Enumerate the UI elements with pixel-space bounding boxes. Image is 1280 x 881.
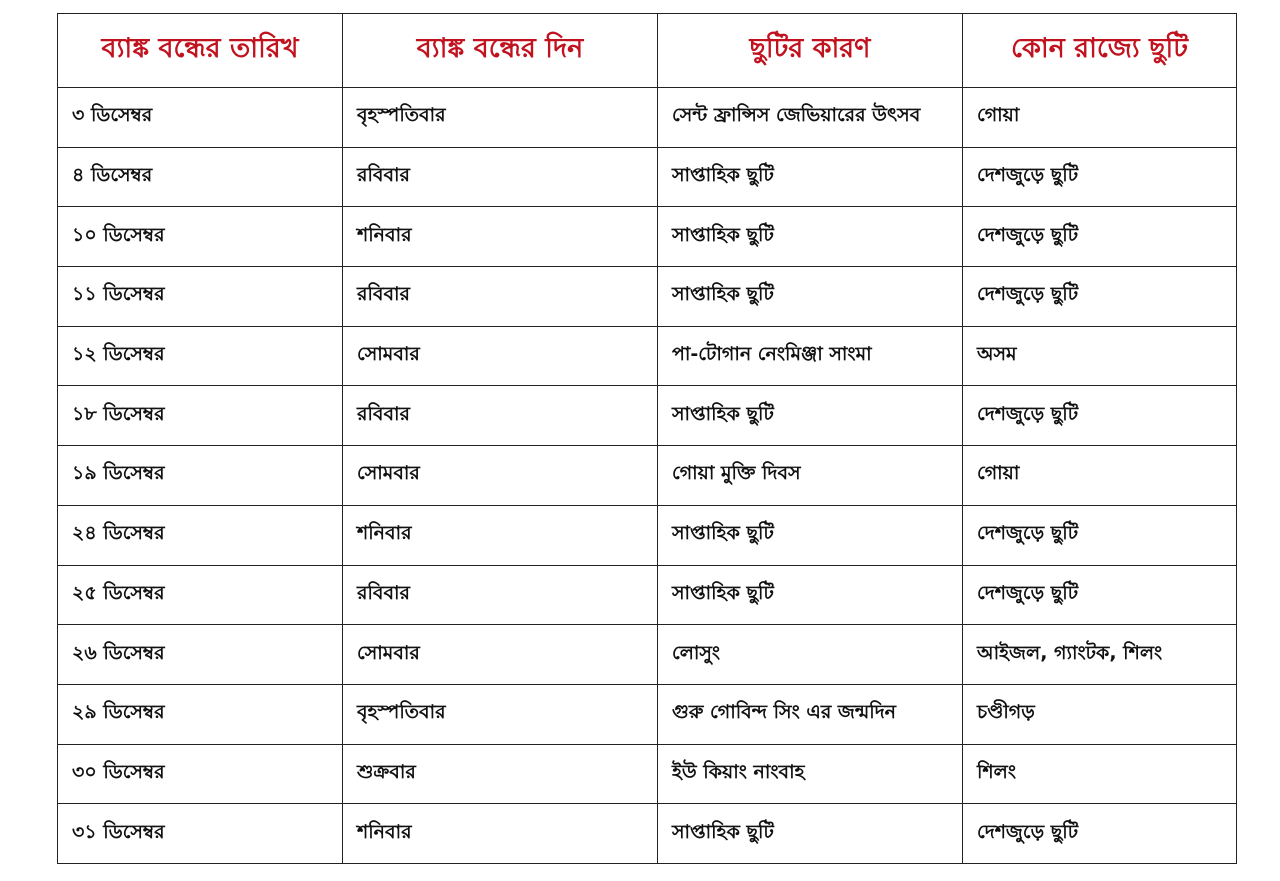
cell-reason: সাপ্তাহিক ছুটি [658, 267, 963, 327]
cell-day: শনিবার [343, 207, 658, 267]
table-header-row [58, 14, 1237, 88]
cell-reason: সাপ্তাহিক ছুটি [658, 505, 963, 565]
table-row [58, 88, 1237, 148]
cell-date: ৩১ ডিসেম্বর [58, 804, 343, 864]
cell-day: রবিবার [343, 267, 658, 327]
cell-state: দেশজুড়ে ছুটি [963, 505, 1237, 565]
cell-state: চণ্ডীগড় [963, 684, 1237, 744]
cell-state: গোয়া [963, 88, 1237, 148]
cell-date: ৩০ ডিসেম্বর [58, 744, 343, 804]
cell-state: শিলং [963, 744, 1237, 804]
table-row [58, 326, 1237, 386]
cell-day: শনিবার [343, 804, 658, 864]
cell-date: ১৮ ডিসেম্বর [58, 386, 343, 446]
header-holiday-reason: ছুটির কারণ [658, 14, 963, 88]
cell-day: শনিবার [343, 505, 658, 565]
cell-day: রবিবার [343, 565, 658, 625]
table-row [58, 446, 1237, 506]
cell-reason: গোয়া মুক্তি দিবস [658, 446, 963, 506]
table-row [58, 147, 1237, 207]
header-holiday-date: ব্যাঙ্ক বন্ধের তারিখ [58, 14, 343, 88]
cell-state: দেশজুড়ে ছুটি [963, 804, 1237, 864]
cell-day: বৃহস্পতিবার [343, 684, 658, 744]
cell-reason: ইউ কিয়াং নাংবাহ [658, 744, 963, 804]
header-holiday-day: ব্যাঙ্ক বন্ধের দিন [343, 14, 658, 88]
cell-day: সোমবার [343, 326, 658, 386]
cell-day: রবিবার [343, 147, 658, 207]
table-row [58, 744, 1237, 804]
cell-date: ২৫ ডিসেম্বর [58, 565, 343, 625]
cell-day: রবিবার [343, 386, 658, 446]
cell-reason: পা-টোগান নেংমিঞ্জা সাংমা [658, 326, 963, 386]
header-holiday-state: কোন রাজ্যে ছুটি [963, 14, 1237, 88]
table-row [58, 625, 1237, 685]
cell-date: ১০ ডিসেম্বর [58, 207, 343, 267]
cell-reason: গুরু গোবিন্দ সিং এর জন্মদিন [658, 684, 963, 744]
table-row [58, 804, 1237, 864]
cell-day: বৃহস্পতিবার [343, 88, 658, 148]
cell-state: দেশজুড়ে ছুটি [963, 147, 1237, 207]
cell-date: ১২ ডিসেম্বর [58, 326, 343, 386]
table-row [58, 267, 1237, 327]
cell-date: ৪ ডিসেম্বর [58, 147, 343, 207]
cell-reason: সেন্ট ফ্রান্সিস জেভিয়ারের উৎসব [658, 88, 963, 148]
cell-reason: সাপ্তাহিক ছুটি [658, 207, 963, 267]
cell-date: ৩ ডিসেম্বর [58, 88, 343, 148]
cell-date: ২৪ ডিসেম্বর [58, 505, 343, 565]
cell-state: অসম [963, 326, 1237, 386]
cell-day: শুক্রবার [343, 744, 658, 804]
cell-date: ১৯ ডিসেম্বর [58, 446, 343, 506]
cell-reason: সাপ্তাহিক ছুটি [658, 147, 963, 207]
cell-day: সোমবার [343, 625, 658, 685]
cell-state: গোয়া [963, 446, 1237, 506]
cell-day: সোমবার [343, 446, 658, 506]
cell-date: ২৯ ডিসেম্বর [58, 684, 343, 744]
cell-reason: লোসুং [658, 625, 963, 685]
cell-reason: সাপ্তাহিক ছুটি [658, 565, 963, 625]
bank-holiday-table [57, 13, 1237, 864]
cell-reason: সাপ্তাহিক ছুটি [658, 386, 963, 446]
cell-state: দেশজুড়ে ছুটি [963, 267, 1237, 327]
cell-state: দেশজুড়ে ছুটি [963, 207, 1237, 267]
cell-state: দেশজুড়ে ছুটি [963, 386, 1237, 446]
table-row [58, 386, 1237, 446]
table-row [58, 505, 1237, 565]
cell-date: ২৬ ডিসেম্বর [58, 625, 343, 685]
cell-reason: সাপ্তাহিক ছুটি [658, 804, 963, 864]
table-row [58, 565, 1237, 625]
bank-holiday-table-container [57, 13, 1236, 864]
table-row [58, 684, 1237, 744]
cell-state: আইজল, গ্যাংটক, শিলং [963, 625, 1237, 685]
cell-state: দেশজুড়ে ছুটি [963, 565, 1237, 625]
table-row [58, 207, 1237, 267]
cell-date: ১১ ডিসেম্বর [58, 267, 343, 327]
